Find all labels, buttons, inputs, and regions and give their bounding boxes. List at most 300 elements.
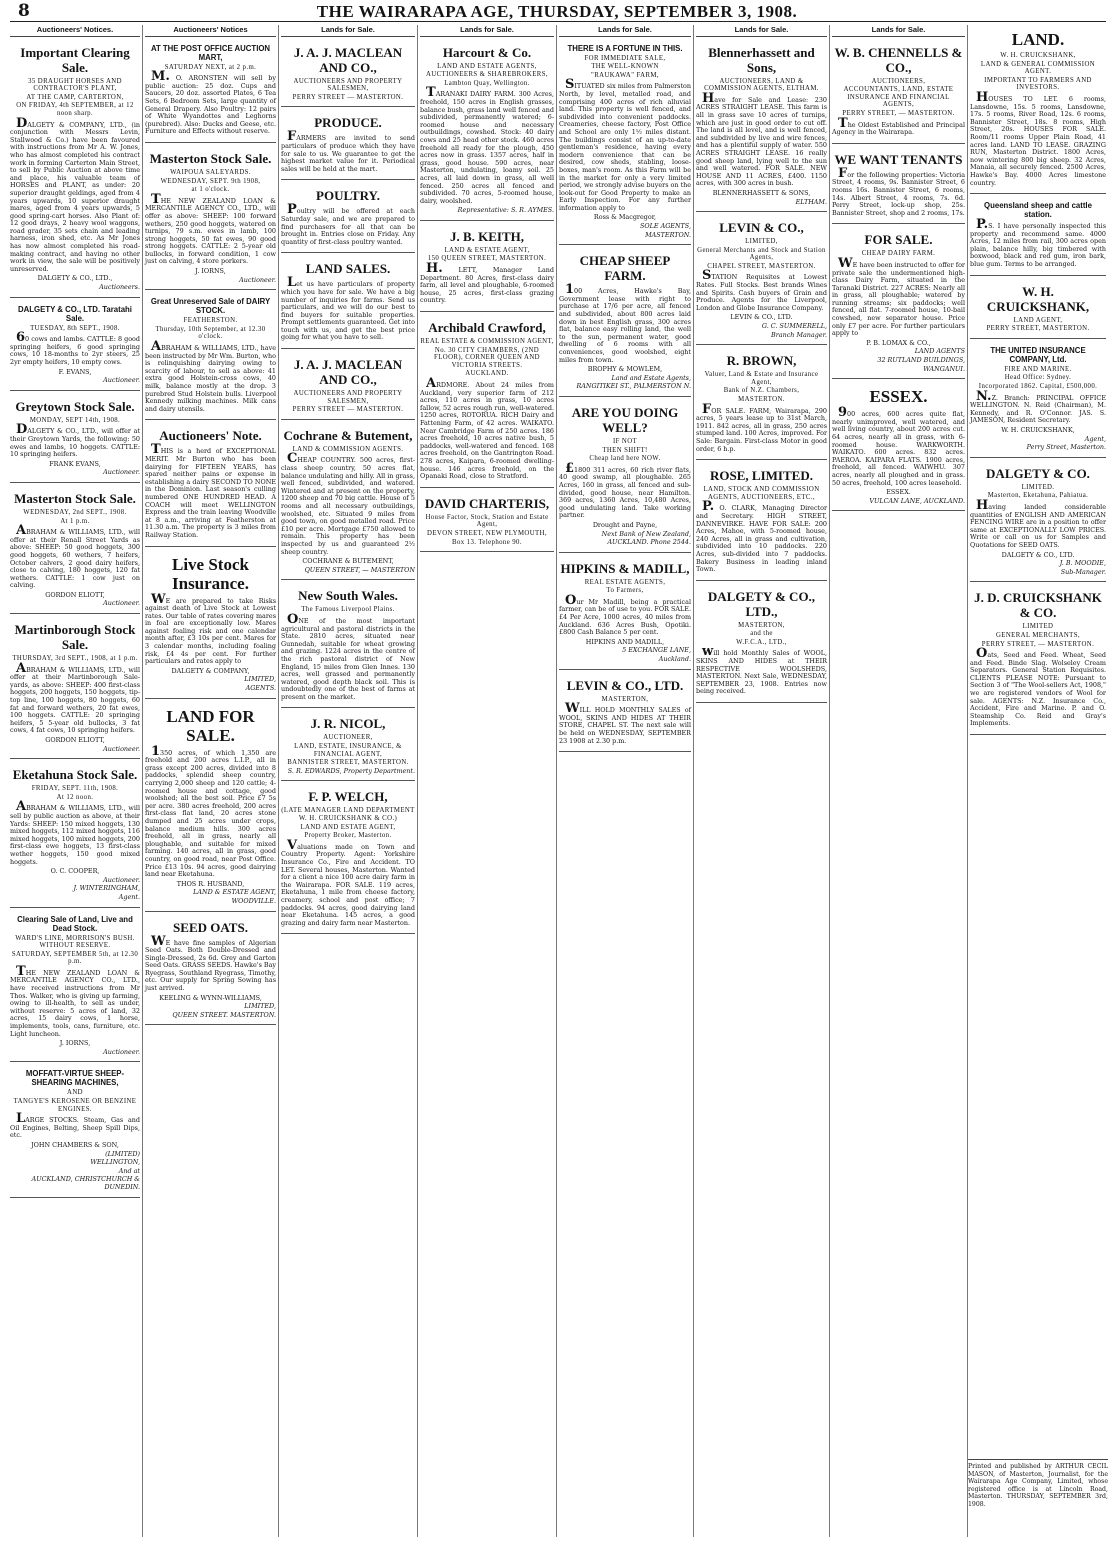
ad-body: Have for Sale and Lease: 230 ACRES STRAIGHT LEASE. This farm is all in grass save 10 acres of turnips, which are just in good order to cut off. The land is all level, and is well fenced, and subdivided by live and wire fences, and has a plentiful supply of water. 550 ACRES STRAIGHT LEASE. 16 really good sheep land, lying well to the sun and well watered. FOR SALE. NEW HOUSE AND 11 ACRES, £400. 1150 acres, with 300 acres in bush. — [696, 90, 827, 188]
ad-subheading: 150 QUEEN STREET, MASTERTON. — [427, 255, 547, 263]
ad-heading: J. D. CRUICKSHANK & CO. — [974, 590, 1102, 621]
advertisement — [281, 256, 415, 349]
advertisement — [970, 279, 1106, 339]
masthead — [0, 0, 1114, 22]
advertisement — [10, 1065, 140, 1197]
ad-signature: Branch Manager. — [771, 330, 827, 339]
ad-body: HOUSES TO LET. 6 rooms, Lansdowne, 15s. 5 rooms, Lansdowne, 17s. 5 rooms, River Road, 12s. 6 rooms, Bannister Street, 18s. 8 rooms, High Street, 20s. HOUSES FOR SALE. Room/11 rooms Upper Plain Road, 41 acres land. LAND TO LEASE. GRAZING RUN, Masterton District. 1800 Acres, now wintering 800 big sheep. 32 Acres, Manaia, all securely fenced. 2500 Acres, Hawke's Bay. 4000 Acres limestone country. — [970, 89, 1106, 187]
column-header: Auctioneers' Notices. — [10, 25, 140, 37]
ad-signature: QUEEN STREET, — MASTERTON — [304, 565, 415, 574]
ad-subheading: SATURDAY, SEPTEMBER 5th, at 12.30 p.m. — [11, 950, 139, 966]
ad-heading: DALGETY & CO. — [986, 465, 1090, 481]
advertisement — [559, 248, 691, 397]
advertisement — [281, 423, 415, 581]
ad-subheading: At 1 p.m. — [60, 517, 90, 525]
ad-body: FOR SALE. FARM, Wairarapa, 290 acres, 5 years lease up to 31st March, 1911. 842 acres, all in grass, 250 acres stumped land. 100 Acres, improved. For Sale: Bargain. First-class Motor in good order, 6 h.p. — [696, 401, 827, 453]
ad-signature: Agent, — [1084, 434, 1106, 443]
ad-signature: 32 RUTLAND BUILDINGS, — [877, 356, 965, 365]
ad-subheading: BANNISTER STREET, MASTERTON. — [287, 759, 409, 767]
ad-subheading: at 1 o'clock. — [191, 186, 230, 194]
ad-heading: W. B. CHENNELLS & CO., — [834, 44, 963, 75]
ad-subheading: FRIDAY, SEPT. 11th, 1908. — [31, 785, 119, 793]
advertisement — [970, 25, 1106, 194]
ad-subheading: PERRY STREET — MASTERTON. — [292, 406, 404, 414]
advertisement — [559, 673, 691, 753]
ad-signature: Auctioneers. — [99, 283, 140, 292]
ad-subheading: AUCTIONEERS & SHAREBROKERS, — [425, 71, 549, 79]
ad-subheading: DEVON STREET, NEW PLYMOUTH, — [427, 529, 547, 537]
advertisement — [559, 556, 691, 670]
advertisement — [420, 491, 554, 552]
ad-subheading: The Famous Liverpool Plains. — [301, 606, 395, 614]
ad-signature: KEELING & WYNN-WILLIAMS, — [159, 993, 262, 1002]
ad-signature: FRANK EVANS, — [49, 459, 101, 468]
advertisement — [10, 394, 140, 483]
ad-heading: Blennerhassett and Sons, — [708, 44, 815, 75]
column-6 — [693, 25, 829, 1537]
advertisement — [10, 301, 140, 391]
ad-signature: MASTERTON. — [645, 230, 691, 239]
ad-subheading: AT THE CAMP, CARTERTON, — [26, 93, 124, 101]
ad-subheading: LIMITED. — [1021, 483, 1055, 491]
ad-heading: Greytown Stock Sale. — [15, 398, 135, 414]
advertisement — [10, 486, 140, 614]
ad-signature: O. C. COOPER, — [50, 867, 100, 876]
ad-subheading: Masterton, Eketahuna, Pahiatua. — [987, 492, 1089, 500]
ad-subheading: AUCTIONEERS AND PROPERTY SALESMEN, — [293, 77, 403, 93]
ad-signature: SOLE AGENTS, — [640, 222, 691, 231]
ad-signature: WOODVILLE. — [231, 896, 276, 905]
ad-heading: Clearing Sale of Land, Live and Dead Stock. — [17, 914, 133, 933]
advertisement — [559, 40, 691, 246]
column-2 — [142, 25, 278, 1537]
ad-heading: LAND FOR SALE. — [166, 706, 255, 745]
advertisement — [970, 197, 1106, 276]
ad-signature: Auctioneer. — [103, 468, 140, 477]
ad-signature: LAND AGENTS — [914, 347, 965, 356]
ad-body: DALGETY & COMPANY, LTD., (in conjunction with Messrs Levin, Stallwood & Co.) have been favoured with instructions from Mr A. W. Jones, who has almost completed his contract work in forming Carterton Main Street, to sell by Public Auction at above time and place, his valuable team of HORSES and PLANT, as under: 20 superior draught geldings, aged from 4 years upwards, 10 superior draught mares, aged from 4 years upwards, 5 good spring-cart horses. Also Plant of: 12 good drays, 2 heavy wool waggons, road grader, 35 sets chain and leading harness, iron shed, etc. As Mr Jones has now almost completed his road-making contract, and having no other work in view, the sale will be positively unreserved. — [10, 115, 140, 273]
advertisement — [420, 224, 554, 312]
ad-body: Our Mr Madill, being a practical farmer, can be of use to you. FOR SALE. £4 Per Acre, 1000 acres, 40 miles from Auckland. 636 Acres Bush, Opotiki. £800 Cash Balance 5 per cent. — [559, 592, 691, 637]
ad-subheading: Property Broker, Masterton. — [304, 832, 392, 840]
ad-body: P.S. I have personally inspected this property and recommend same. 4000 Acres, 12 miles from rail, 300 acres open plain, balance hilly, big timbered with boxwood, black and red gum, iron bark, blue gum. Terms to be arranged. — [970, 217, 1106, 269]
advertisement — [10, 40, 140, 298]
advertisement — [281, 183, 415, 253]
ad-heading: DALGETY & CO., LTD. Taratahi Sale. — [18, 304, 132, 323]
column-header: Auctioneers' Notices — [145, 25, 276, 37]
ad-heading: ESSEX. — [869, 387, 928, 407]
ad-subheading: SATURDAY NEXT, at 2 p.m. — [164, 63, 257, 71]
ad-body: ABRAHAM & WILLIAMS, LTD., have been instructed by Mr Wm. Burton, who is relinquishing dairying owing to scarcity of labour, to sell as above: 41 extra good Holstein-cross cows, 40 milk, balance mostly at the drop. 3 purebred Stud Holstein bulls. Liverpool Kennedy milking machines. Milk cans and dairy utensils. — [145, 339, 276, 413]
ad-subheading: ON FRIDAY, 4th SEPTEMBER, at 12 noon sharp. — [16, 102, 134, 117]
ad-subheading: FIRE AND MARINE. — [1004, 365, 1072, 373]
ad-subheading: LAND & GENERAL COMMISSION AGENT. — [980, 60, 1096, 76]
ad-signature: Representative: S. R. AYMES. — [457, 206, 554, 215]
ad-body: THE NEW ZEALAND LOAN & MERCANTILE AGENCY CO., LTD., will offer as above: SHEEP: 100 forward wethers, 250 good hoggets, watered on turnips, 79 s.m. ewes in lamb, 100 strong hoggets, 50 fat ewes, 90 good strong hoggets. CATTLE: 2 5-year old bullocks, in forward condition, 1 cow just on calving, 4 store porkers. — [145, 191, 276, 266]
ad-signature: Drought and Payne, — [592, 520, 658, 529]
ad-subheading: AUCTIONEERS, LAND & COMMISSION AGENTS, ELTHAM. — [704, 77, 819, 93]
ad-signature: Auctioneer. — [103, 376, 140, 385]
column-3 — [278, 25, 417, 1537]
ad-heading: J. B. KEITH, — [449, 228, 525, 244]
ad-signature: DALGETY & COMPANY, — [171, 666, 250, 675]
ad-signature: QUEEN STREET. MASTERTON. — [172, 1010, 276, 1019]
advertisement — [145, 423, 276, 546]
ad-subheading: FEATHERSTON. — [183, 317, 238, 325]
ad-body: SITUATED six miles from Palmerston North, by level, metalled road, and comprising 400 acres of rich alluvial land. This property is well fenced, and subdivided into convenient paddocks. Creameries, cheese factory, Post Office and School are only 1½ miles distant. The buildings consist of an up-to-date gentleman's residence, having every modern convenience that can be desired, cow sheds, stabling, loose-boxes, man's room. As this Farm will be in the market for only a very limited period, we strongly advise buyers on the look-out for Good Property to make an Early Inspection. For any further information apply to — [559, 77, 691, 212]
ad-heading: WE WANT TENANTS — [834, 151, 963, 167]
ad-subheading: AUCTIONEERS, — [871, 77, 926, 85]
advertisement — [696, 215, 827, 345]
ad-subheading: WEDNESDAY, SEPT. 9th 1908, — [160, 177, 261, 185]
advertisement — [559, 400, 691, 553]
ad-subheading: MONDAY, SEPT 14th, 1908. — [29, 416, 121, 424]
ad-body: DALGETY & CO., LTD., will offer at their Greytown Yards, the following: 50 ewes and lambs, 10 hoggets. CATTLE: 10 springing heifers. — [10, 422, 140, 459]
ad-heading: Eketahuna Stock Sale. — [12, 767, 138, 783]
advertisement — [970, 461, 1106, 583]
ad-subheading: TUESDAY, 8th SEPT., 1908. — [30, 324, 120, 332]
ad-subheading: MASTERTON, — [601, 695, 649, 703]
ad-heading: AT THE POST OFFICE AUCTION MART, — [150, 43, 271, 62]
ad-body: will hold Monthly Sales of WOOL, SKINS AND HIDES at THEIR RESPECTIVE WOOLSHEDS, MASTERTON. Next Sale, WEDNESDAY, SEPTEMBER 23, 1908. Entries now being received. — [696, 644, 827, 696]
ad-body: Having landed considerable quantities of ENGLISH AND AMERICAN FENCING WIRE are in a position to offer same at EXCEPTIONALLY LOW PRICES. Write or call on us for Samples and Quotations for SEED OATS. — [970, 497, 1106, 549]
ad-body: WILL HOLD MONTHLY SALES of WOOL, SKINS AND HIDES AT THEIR STORE, CHAPEL ST. The next sale will be held on WEDNESDAY, SEPTEMBER 23 1908 at 2.30 p.m. — [559, 701, 691, 745]
ad-heading: SEED OATS. — [173, 919, 248, 935]
ad-body: The Oldest Established and Principal Agency in the Wairarapa. — [832, 115, 965, 137]
ad-body: £1800 311 acres, 60 rich river flats, 40 good swamp, all ploughable. 265 Acres, 160 in grass, all fenced and sub-divided, good house, near Hamilton. 369 acres, 1360 Acres, 10,480 Acres, good undulating land. Take working partner. — [559, 460, 691, 520]
ad-signature: Auckland. — [658, 655, 691, 664]
ad-subheading: House Factor, Stock, Station and Estate Agent, — [425, 513, 549, 529]
column-7 — [829, 25, 967, 1537]
ad-body: For the following properties: Victoria Street, 4 rooms, 9s. Bannister Street, 6 rooms 16s. Bannister Street, 6 rooms, 14s. Albert Street, 4 rooms, 7s. 6d. Perry Street, lock-up shop, 25s. Bannister Street, shop and 2 rooms, 17s. — [832, 165, 965, 217]
ad-subheading: W.F.C.A., LTD., — [736, 638, 787, 646]
ad-heading: LEVIN & CO., — [719, 220, 804, 236]
column-header: Lands for Sale. — [281, 25, 415, 37]
ad-signature: Perry Street, Masterton. — [1026, 443, 1106, 452]
ad-signature: ESSEX. — [886, 488, 911, 497]
ad-signature: Sub-Manager. — [1060, 567, 1106, 576]
ad-heading: Important Clearing Sale. — [20, 44, 130, 75]
column-5 — [556, 25, 693, 1537]
advertisement — [832, 227, 965, 379]
ad-subheading: WARD'S LINE, MORRISON'S BUSH. WITHOUT RESERVE. — [15, 934, 135, 950]
ad-signature: AUCKLAND. Phone 2544. — [607, 538, 691, 547]
ad-signature: S. R. EDWARDS, Property Department. — [287, 766, 415, 775]
ad-subheading: LAND & ESTATE AGENT, — [444, 246, 530, 254]
ad-signature: G. C. SUMMERELL, — [761, 322, 827, 331]
ad-heading: F. P. WELCH, — [308, 789, 388, 805]
advertisement — [10, 911, 140, 1063]
ad-subheading: AUCKLAND. — [465, 370, 509, 378]
ad-signature: WANGANUI. — [923, 364, 965, 373]
ad-heading: W. H. CRUICKSHANK, — [986, 283, 1090, 314]
ad-heading: LAND. — [1011, 30, 1065, 49]
ad-subheading: and the — [750, 630, 773, 638]
ad-heading: Archibald Crawford, — [428, 320, 546, 336]
ad-heading: HIPKINS & MADILL, — [560, 560, 690, 576]
ad-heading: THE UNITED INSURANCE COMPANY, Ltd. — [990, 345, 1086, 364]
ad-subheading: LAND AGENT, — [1013, 316, 1063, 324]
ad-body: 1350 acres, of which 1,350 are freehold and 200 acres L.I.P., all in grass except 200 acres, divided into 8 paddocks, splendid sheep country, carrying 2,000 sheep and 120 cattle; 4-roomed house and cottage, good woolshed; all the best soil. Price £7 5s per acre. 380 acres freehold, 200 acres first-class flat land, 20 acres stone dumped and 25 acres under crops, balance medium hills. 300 acres freehold, all in grass, nearly all ploughable, and suitable for mixed farming. 140 acres, all in grass, good country, on good road, near Post Office. Price £13 10s. 94 acres, good dairying land near Eketahuna. — [145, 743, 276, 879]
ad-heading: POULTRY. — [316, 188, 380, 204]
ad-signature: JOHN CHAMBERS & SON, — [31, 1140, 119, 1149]
ad-subheading: No. 30 CITY CHAMBERS, (2ND FLOOR), CORNER QUEEN AND VICTORIA STREETS. — [434, 346, 540, 369]
ad-subheading: REAL ESTATE AGENTS, — [584, 578, 666, 586]
ad-heading: FOR SALE. — [864, 232, 933, 248]
advertisement — [970, 585, 1106, 735]
ad-heading: THERE IS A FORTUNE IN THIS. — [567, 43, 683, 53]
ad-subheading: LAND & COMMISSION AGENTS. — [292, 445, 404, 453]
advertisement — [145, 915, 276, 1026]
ad-subheading: Thursday, 10th September, at 12.30 o'clock. — [155, 325, 266, 341]
advertisement — [281, 40, 415, 108]
ad-body: Valuations made on Town and Country Property. Agent: Yorkshire Insurance Co., Fire and Accident. TO LET. Several houses, Masterton. Wanted for a client a nice 100 acre dairy farm in the Wairarapa. FOR SALE. 119 acres, Eketahuna, 1 mile from cheese factory, creamery, school and post office; 7 paddocks. 94 acres, good dairying land near Eketahuna. 145 acres, a good grazing and dairy farm near Masterton. — [281, 837, 415, 927]
ad-subheading: MASTERTON, — [738, 621, 785, 629]
ad-subheading: LAND, ESTATE, INSURANCE, & FINANCIAL AGENT, — [294, 743, 402, 758]
ad-heading: J. R. NICOL, — [310, 716, 386, 732]
ad-subheading: W. H. CRUICKSHANK, — [1000, 52, 1076, 59]
ad-signature: Next Bank of New Zealand, — [601, 529, 691, 538]
ad-heading: CHEAP SHEEP FARM. — [579, 253, 671, 284]
ad-subheading: WEDNESDAY, 2nd SEPT., 1908. — [23, 508, 127, 516]
ad-body: THE NEW ZEALAND LOAN & MERCANTILE AGENCY CO., LTD., have received instructions from Mr Thos. Walker, who is giving up farming, owing to ill-health, to sell as under, without reserve: 5 acres of land, 32 acres, 15 dairy cows, 1 horse, implements, tools, cans, furniture, etc. Light luncheon. — [10, 963, 140, 1038]
ad-body: LARGE STOCKS. Steam, Gas and Oil Engines, Belting, Sheep Spill Dips, etc. — [10, 1111, 140, 1140]
ad-body: ABRAHAM & WILLIAMS, LTD., will offer at their Renall Street Yards as above: SHEEP: 50 good hoggets, 300 good hoggets, 60 wethers, 7 heifers, October calvers, 2 good dairy heifers, close to calving, 180 hoggets, 120 fat wethers. CATTLE: 1 cow just on calving. — [10, 523, 140, 590]
advertisement — [145, 293, 276, 420]
ad-subheading: Valuer, Land & Estate and Insurance Agent, — [704, 371, 819, 386]
column-1 — [8, 25, 142, 1537]
ad-subheading: LAND AND ESTATE AGENTS, — [437, 62, 537, 70]
ad-body: ARDMORE. About 24 miles from Auckland, very superior farm of 212 acres, 110 acres in grass, 10 acres fallow, 52 acres rough run, well-watered. 1250 acres, ROTORUA. RICH Dairy and Fattening Farm, of 42 acres. WAIKATO. Near Cambridge Farm of 250 acres. 186 acres freehold, 10 acres native bush, 5 paddocks, well-watered and fenced. 168 acres freehold, on the Gantrington Road. 278 acres, Kaipara, 6-roomed dwelling-house. 146 acres freehold, on the Opanaki Road, close to Stratford. — [420, 376, 554, 481]
ad-heading: LAND SALES. — [305, 261, 391, 277]
ad-body: 900 acres, 600 acres quite flat, nearly unimproved, well watered, and well living country, about 200 acres cut. 64 acres, nearly all in grass, with 6-roomed house. WARKWORTH. WAIKATO. 600 acres. 832 acres. PAEROA. KAIPARA FLATS. 1900 acres, freehold, all fenced. WAIWHU. 307 acres, nearly all ploughed and in grass. 50 acres, freehold, 100 acres leasehold. — [832, 405, 965, 487]
ad-subheading: ACCOUNTANTS, LAND, ESTATE INSURANCE AND FINANCIAL AGENTS, — [843, 86, 954, 109]
ad-body: ONE of the most important agricultural and pastoral districts in the State. 2810 acres, situated near Gunnedah, suitable for wheat growing and grazing. 1224 acres in the centre of the rich pastoral district of New England, 15 miles from Glen Innes. 130 acres, well grassed and permanently watered, good depth black soil. This is undoubtedly one of the best of farms at present on the market. — [281, 611, 415, 701]
ad-subheading: REAL ESTATE & COMMISSION AGENT, — [420, 338, 554, 346]
ad-heading: Masterton Stock Sale. — [14, 490, 136, 506]
newspaper-title: THE WAIRARAPA AGE, THURSDAY, SEPTEMBER 3, 1908. — [316, 2, 798, 21]
ad-body: WE have fine samples of Algerian Seed Oats. Both Double-Dressed and Single-Dressed, 2s 6d. Grey and Garton Seed Oats. GRASS SEEDS. Hawke's Bay Ryegrass, Southland Ryegrass, Timothy, etc. Our supply for Spring Sowing has just arrived. — [145, 933, 276, 993]
page-number: 8 — [18, 1, 30, 21]
ad-subheading: IMPORTANT TO FARMERS AND INVESTORS. — [984, 76, 1092, 92]
ad-heading: Auctioneers' Note. — [159, 428, 262, 444]
ad-signature: BROPHY & MOWLEM, — [587, 365, 663, 374]
ad-signature: BLENNERHASSETT & SONS, — [712, 188, 811, 197]
ad-subheading: (LATE MANAGER LAND DEPARTMENT W. H. CRUICKSHANK & CO.) — [281, 807, 415, 823]
ad-signature: Auctioneer. — [103, 744, 140, 753]
ad-heading: Martinborough Stock Sale. — [14, 622, 136, 653]
ad-signature: GORDON ELIOTT, — [45, 736, 105, 744]
ad-body: CHEAP COUNTRY. 500 acres, first-class sheep country, 50 acres flat, balance undulating and hilly. All in grass, well fenced, subdivided, and watered. Wintered and at present on the property, 1200 sheep and 70 big cattle. House of 5 rooms and all necessary outbuildings, woolshed, etc. Situated 9 miles from good town, on good metalled road. Price £10 per acre. Mortgage £750 allowed to remain. This property has been inspected by us and guaranteed 2½ sheep country. — [281, 451, 415, 556]
ad-signature: Auctioneer. — [239, 275, 276, 284]
ad-heading: DAVID CHARTERIS, — [424, 495, 550, 511]
ad-signature: J. B. MOODIE, — [1059, 559, 1106, 568]
ad-heading: R. BROWN, — [726, 353, 797, 369]
column-header: Lands for Sale. — [559, 25, 691, 37]
ad-body: Poultry will be offered at each Saturday sale, and we are prepared to find purchasers for all that can be brought in. Entries close on Friday. Any quantity of first-class poultry wanted. — [281, 202, 415, 246]
advertisement — [832, 40, 965, 144]
ad-body: ABRAHAM & WILLIAMS, LTD., will sell by public auction as above, at their Yards: SHEEP: 150 mixed hoggets, 130 mixed hoggets, 112 mixed hoggets, 116 mixed hoggets, 100 mixed hoggets, 200 first-class ewe hoggets, 13 first-class wether hoggets, 150 good mixed hoggets. — [10, 799, 140, 866]
ad-body: N.Z. Branch: PRINCIPAL OFFICE WELLINGTON. N. Reid (Chairman), M. Kennedy, and R. O'Connor. JAS. S. JAMESON, Resident Secretary. — [970, 388, 1106, 425]
ad-subheading: Box 13. Telephone 90. — [452, 538, 522, 546]
ad-signature: J. WINTERINGHAM, — [73, 884, 140, 893]
ad-signature: ELTHAM. — [795, 197, 827, 206]
ad-subheading: LAND, STOCK AND COMMISSION AGENTS, AUCTIONEERS, ETC., — [703, 486, 820, 501]
advertisement — [145, 40, 276, 143]
ad-heading: New South Wales. — [298, 588, 398, 604]
advertisement — [281, 711, 415, 781]
ad-body: P. O. CLARK, Managing Director and Secretary. HIGH STREET, DANNEVIRKE. HAVE FOR SALE: 200 Acres, Mahoe, with 5-roomed house, 240 Acres, all in grass and cultivation, subdivided into 10 paddocks. 220 Acres, sub-divided into 7 paddocks. Bakery Business in leading inland Town. — [696, 499, 827, 574]
advertisement — [281, 784, 415, 934]
ad-subheading: LIMITED, — [745, 238, 778, 246]
ad-signature: W. H. CRUICKSHANK, — [1001, 426, 1075, 434]
ad-signature: F. EVANS, — [58, 367, 92, 376]
ad-body: Oats, Seed and Feed. Wheat, Seed and Feed. Binde Slag. Wolseley Cream Separators. General Station Requisites. CLIENTS PLEASE NOTE: Pursuant to Section 3 of "The Wool-sellers Act, 1908," we are registered vendors of Wool for sale. AGENTS: N.Z. Insurance Co., Accident, Fire and Marine. P. and O. Steamship Co. Reid and Gray's Implements. — [970, 646, 1106, 728]
advertisement — [281, 583, 415, 708]
ad-subheading: LIMITED — [1022, 623, 1054, 631]
ad-body: H. LETT, Manager Land Department. 80 Acres, first-class dairy farm, all level and ploughable, 6-roomed house, 25 acres, first-class grazing country. — [420, 261, 554, 305]
ad-signature: GORDON ELIOTT, — [45, 590, 105, 599]
advertisement — [420, 40, 554, 221]
ad-signature: AGENTS. — [245, 684, 276, 693]
ad-subheading: Bank of N.Z. Chambers, — [723, 387, 800, 395]
advertisement — [970, 342, 1106, 458]
ad-signature: LEVIN & CO., LTD. — [730, 313, 793, 322]
printer-imprint: Printed and published by ARTHUR CECIL MASON, of Masterton, Journalist, for the Wairarapa Age Company, Limited, whose registered office is at Lincoln Road, Masterton. THURSDAY, SEPTEMBER 3rd, 1908. — [968, 1459, 1108, 1508]
ad-subheading: PERRY STREET, — MASTERTON. — [981, 640, 1095, 648]
ad-signature: WELLINGTON, — [90, 1158, 140, 1167]
advertisement — [145, 550, 276, 699]
ad-heading: Cochrane & Butement, — [283, 427, 413, 443]
ad-subheading: To Farmers, — [606, 587, 644, 595]
ad-subheading: LAND AND ESTATE AGENT, — [300, 823, 396, 831]
advertisement — [145, 702, 276, 912]
ad-subheading: IF NOT — [612, 437, 638, 445]
column-4 — [417, 25, 556, 1537]
advertisement — [696, 348, 827, 460]
ad-signature: DALGETY & CO., LTD. — [1001, 550, 1075, 559]
ad-subheading: Head Office: Sydney. — [1004, 374, 1072, 382]
ad-body: Let us have particulars of property which you have for sale. We have a big number of inquiries for farms. Send us particulars, and we will do our best to find buyers for suitable properties. Prompt settlements guaranteed. Get into touch with us, and get the best price going for what you have to sell. — [281, 275, 415, 342]
ad-subheading: PERRY STREET, — MASTERTON. — [842, 109, 955, 117]
ad-body: ABRAHAM & WILLIAMS, LTD., will offer at their Martinborough Sale-yards, as above: SHEEP: 400 first-class hoggets, 200 hoggets, 150 hoggets, tip-top line, 100 hoggets, 80 hoggets, 60 fat and forward wethers, 20 fat ewes, 100 hoggets. CATTLE: 20 springing heifers, 5 5-year old bullocks, 3 fat cows, 4 fat cows, 10 springing heifers. — [10, 660, 140, 735]
ad-signature: THOS R. HUSBAND, — [176, 879, 245, 888]
advertisement — [696, 584, 827, 703]
ad-heading: J. A. J. MACLEAN AND CO., — [293, 357, 403, 388]
advertisement — [145, 146, 276, 290]
ad-signature: COCHRANE & BUTEMENT, — [302, 557, 394, 566]
ad-subheading: PERRY STREET — MASTERTON. — [292, 93, 404, 101]
ad-signature: VULCAN LANE, AUCKLAND. — [869, 496, 965, 505]
ad-signature: Auctioneer. — [103, 1047, 140, 1056]
ad-heading: MOFFATT-VIRTUE SHEEP-SHEARING MACHINES, — [25, 1069, 125, 1088]
masthead-rule — [10, 21, 1106, 22]
ad-heading: Great Unreserved Sale of DAIRY STOCK. — [150, 297, 271, 316]
ad-heading: ROSE, LIMITED. — [710, 468, 813, 484]
ad-heading: LEVIN & CO., LTD. — [566, 677, 684, 693]
ad-signature: Ross & Macgregor, — [593, 213, 657, 222]
ad-subheading: WAIPOUA SALEYARDS. — [170, 168, 251, 176]
ad-heading: Queensland sheep and cattle station. — [984, 201, 1092, 220]
ad-subheading: GENERAL MERCHANTS, — [996, 631, 1080, 639]
ad-subheading: AUCTIONEERS AND PROPERTY SALESMEN, — [293, 390, 403, 405]
ad-heading: ARE YOU DOING WELL? — [571, 404, 679, 435]
ad-signature: P. B. LOMAX & CO., — [866, 338, 931, 347]
ad-subheading: THE WELL-KNOWN — [591, 63, 659, 71]
ad-heading: Live Stock Insurance. — [172, 554, 249, 593]
ad-subheading: FOR IMMEDIATE SALE, — [584, 54, 666, 62]
ad-body: THIS is a herd of EXCEPTIONAL MERIT. Mr Burton who has been dairying for FIFTEEN YEARS, has spared neither pains or expense in establishing a dairy SECOND TO NONE in the Dominion. Last season's culling numbered ONE HUNDRED HEAD. A COACH will meet WELLINGTON Express and the train leaving Woodville at 8 a.m., arriving at Featherston at 11.30 a.m. The property is 3 miles from Railway Station. — [145, 442, 276, 539]
advertisement — [696, 463, 827, 581]
ad-subheading: AND — [67, 1089, 83, 1097]
ad-subheading: Lambton Quay, Wellington. — [444, 79, 530, 87]
ad-heading: PRODUCE. — [314, 115, 382, 131]
ad-subheading: PERRY STREET, MASTERTON. — [986, 325, 1090, 333]
ad-body: 100 Acres, Hawke's Bay, Government lease with right to purchase at 17/6 per acre, all fenced and subdivided, about 800 acres laid down in best English grass, 300 acres flat, balance easy rolling land, the well to the sun, permanent water, good dwelling of 6 rooms with all conveniences, good woolshed, eight miles from town. — [559, 282, 691, 364]
ad-signature: AUCKLAND, CHRISTCHURCH & DUNEDIN. — [31, 1175, 140, 1191]
advertisement — [832, 382, 965, 511]
column-header: Lands for Sale. — [832, 25, 965, 37]
column-header: Lands for Sale. — [696, 25, 827, 37]
ad-signature: DALGETY & CO., LTD., — [37, 274, 113, 283]
ad-body: WE are prepared to take Risks against death of Live Stock at Lowest rates. Our table of rates covering mares in foal are exceptionally low. Mares against foaling risk and one calendar month after, £3 10s per cent. Mares for 3 calendar months, including foaling risk, £4 4s per cent. For further particulars and rates apply to — [145, 591, 276, 666]
ad-signature: HIPKINS AND MADILL, — [585, 637, 665, 646]
ad-body: 60 cows and lambs. CATTLE: 8 good springing heifers, 6 good springing cows, 10 18-months to 2yr steers, 25 2yr empty heifers, 10 empty cows. — [10, 330, 140, 366]
advertisement — [696, 40, 827, 213]
ad-subheading: "RAUKAWA" FARM, — [591, 71, 659, 79]
ad-signature: LAND & ESTATE AGENT, — [193, 888, 276, 897]
ad-body: FARMERS are invited to send particulars of produce which they have for sale to us. We guarantee to get the highest market value for it. Periodical sales will be held at the mart. — [281, 129, 415, 173]
ad-subheading: General Merchants and Stock and Station Agents, — [697, 246, 826, 262]
column-8 — [967, 25, 1108, 1537]
ad-signature: LIMITED, — [244, 1002, 276, 1011]
ad-heading: J. A. J. MACLEAN AND CO., — [293, 44, 403, 75]
advertisement — [420, 315, 554, 488]
ad-subheading: TANGYE'S KEROSENE OR BENZINE ENGINES. — [13, 1098, 137, 1113]
ad-signature: Auctioneer. — [103, 875, 140, 884]
ad-heading: Harcourt & Co. — [442, 44, 532, 60]
ad-signature: RANGITIKEI ST., PALMERSTON N. — [576, 382, 691, 391]
advertisement — [281, 110, 415, 180]
ad-subheading: CHAPEL STREET, MASTERTON. — [707, 262, 816, 270]
advertisement — [281, 352, 415, 420]
ad-subheading: 35 DRAUGHT HORSES AND CONTRACTOR'S PLANT, — [28, 77, 122, 93]
ad-subheading: MASTERTON. — [738, 396, 785, 403]
ad-subheading: CHEAP DAIRY FARM. — [861, 250, 936, 258]
column-header: Lands for Sale. — [420, 25, 554, 37]
advertisement — [10, 762, 140, 907]
ad-body: TARANAKI DAIRY FARM. 300 Acres, freehold, 150 acres in English grasses, balance bush, grass land well fenced and subdivided, permanently watered; 6-roomed house and necessary outbuildings, cowshed. Stock: 40 dairy cows and 25 head other stock. 460 acres freehold all ready for the plough, 450 acres now in grass. 1357 acres, half in grass, good house. 590 acres, near Masterton, undulating, loamy soil. 25 acres, all laid down in grass, all well fenced. 250 acres all fenced and subdivided. 70 acres, 5-roomed house, dairy, woolshed. — [420, 85, 554, 205]
ad-signature: And at — [118, 1166, 140, 1175]
ad-body: STATION Requisites at Lowest Rates. Full Stocks. Best brands Wines and Spirits. Cash buyers of Grain and Produce. Agents for the Liverpool, London and Globe Insurance Company. — [696, 268, 827, 312]
ad-signature: Auctioneer. — [103, 599, 140, 608]
ad-subheading: Cheap land here NOW. — [589, 455, 661, 463]
ad-heading: DALGETY & CO., LTD., — [707, 588, 816, 619]
ad-signature: J. IORNS, — [195, 267, 226, 276]
ad-subheading: THEN SHIFT! — [602, 446, 648, 454]
ad-signature: LIMITED, — [244, 675, 276, 684]
ad-body: M. O. ARONSTEN will sell by public auction: 25 doz. Cups and Saucers, 20 doz. assorted Plates, 6 Tea Sets, 6 Bedroom Sets, large quantity of General Drapery. Also Poultry: 12 pairs of White Wyandottes and Leghorns (purebred). Also: Ducks and Geese, etc. Furniture and Effects without reserve. — [145, 69, 276, 136]
ad-signature: 5 EXCHANGE LANE, — [622, 646, 691, 655]
ad-signature: (LIMITED) — [105, 1149, 140, 1158]
ad-subheading: Incorporated 1862. Capital, £500,000. — [978, 383, 1098, 391]
ad-body: WE have been instructed to offer for private sale the undermentioned high-class Dairy Farm, situated in the Taranaki District. 227 ACRES: Nearly all in grass, all ploughable; watered by running streams; six paddocks; well fenced, all flat. 7-roomed house, 10-bail cowshed, new separator house. Price only £7 per acre. For further particulars apply to — [832, 255, 965, 338]
ad-signature: J. IORNS, — [59, 1039, 91, 1048]
ad-subheading: AUCTIONEER, — [323, 734, 373, 742]
ad-subheading: At 12 noon. — [56, 793, 94, 801]
ad-heading: Masterton Stock Sale. — [149, 150, 272, 166]
advertisement — [10, 617, 140, 759]
